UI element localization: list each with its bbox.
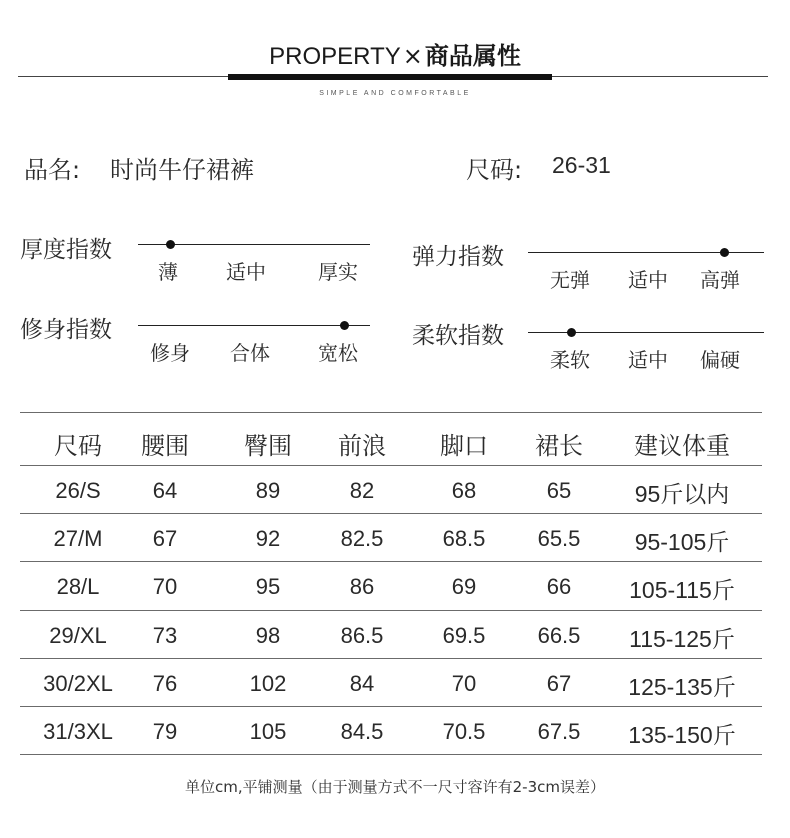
fit-option: 合体	[230, 341, 270, 365]
elasticity-index-marker	[720, 248, 729, 257]
table-cell-size: 29/XL	[49, 623, 107, 648]
table-cell-hem: 68	[451, 478, 477, 503]
column-header-hem: 脚口	[440, 432, 488, 460]
table-cell-length: 67	[546, 671, 572, 696]
table-divider	[20, 658, 762, 659]
table-cell-length: 66	[546, 574, 572, 599]
elasticity-option: 适中	[628, 268, 668, 292]
table-cell-hem: 69	[451, 574, 477, 599]
column-header-weight: 建议体重	[634, 432, 730, 460]
elasticity-option: 无弹	[550, 268, 590, 292]
table-cell-length: 67.5	[537, 719, 581, 744]
title-english: PROPERTY	[269, 43, 401, 70]
table-cell-weight: 105-115斤	[629, 577, 735, 603]
fit-index-scale	[138, 325, 370, 326]
table-cell-hip: 92	[255, 526, 281, 551]
table-cell-waist: 76	[152, 671, 178, 696]
table-cell-waist: 79	[152, 719, 178, 744]
table-cell-length: 65	[546, 478, 572, 503]
title-separator: ×	[402, 42, 423, 70]
table-cell-weight: 95斤以内	[634, 481, 730, 507]
softness-option: 偏硬	[700, 348, 740, 372]
size-range-label: 尺码:	[466, 156, 523, 184]
table-cell-hip: 95	[255, 574, 281, 599]
table-cell-rise: 86.5	[340, 623, 384, 648]
table-cell-hem: 69.5	[442, 623, 486, 648]
softness-index-scale	[528, 332, 764, 333]
table-cell-size: 31/3XL	[43, 719, 113, 744]
product-name-value: 时尚牛仔裙裤	[110, 156, 254, 184]
softness-option: 柔软	[550, 348, 590, 372]
table-cell-rise: 82.5	[340, 526, 384, 551]
measurement-note: 单位cm,平铺测量（由于测量方式不一尺寸容许有2-3cm误差）	[185, 778, 605, 796]
table-cell-waist: 70	[152, 574, 178, 599]
table-cell-weight: 115-125斤	[629, 626, 735, 652]
fit-index-marker	[340, 321, 349, 330]
table-cell-size: 26/S	[55, 478, 101, 503]
table-cell-size: 27/M	[53, 526, 103, 551]
page-title	[0, 36, 790, 71]
column-header-hip: 臀围	[244, 432, 292, 460]
fit-index-label: 修身指数	[20, 317, 112, 343]
table-cell-rise: 86	[349, 574, 375, 599]
table-divider	[20, 706, 762, 707]
column-header-waist: 腰围	[141, 432, 189, 460]
table-cell-waist: 73	[152, 623, 178, 648]
table-border-top	[20, 412, 762, 413]
table-cell-hem: 68.5	[442, 526, 486, 551]
softness-option: 适中	[628, 348, 668, 372]
column-header-size: 尺码	[54, 432, 102, 460]
thickness-option: 适中	[226, 260, 266, 284]
table-divider	[20, 561, 762, 562]
size-range-value: 26-31	[552, 152, 611, 178]
table-cell-rise: 84.5	[340, 719, 384, 744]
fit-option: 宽松	[318, 341, 358, 365]
column-header-rise: 前浪	[338, 432, 386, 460]
table-cell-rise: 84	[349, 671, 375, 696]
softness-index-label: 柔软指数	[412, 323, 504, 349]
table-cell-weight: 125-135斤	[628, 674, 736, 700]
table-cell-size: 30/2XL	[43, 671, 113, 696]
table-cell-length: 66.5	[537, 623, 581, 648]
elasticity-index-label: 弹力指数	[412, 244, 504, 270]
table-cell-rise: 82	[349, 478, 375, 503]
header-subtitle: SIMPLE AND COMFORTABLE	[319, 90, 471, 97]
softness-index-marker	[567, 328, 576, 337]
table-cell-hip: 98	[255, 623, 281, 648]
fit-option: 修身	[150, 341, 190, 365]
thickness-option: 薄	[158, 260, 178, 284]
title-chinese: 商品属性	[424, 42, 521, 70]
table-cell-length: 65.5	[537, 526, 581, 551]
table-cell-weight: 135-150斤	[628, 722, 736, 748]
table-divider	[20, 610, 762, 611]
product-name-label: 品名:	[24, 156, 81, 184]
table-cell-waist: 67	[152, 526, 178, 551]
table-border-bottom	[20, 754, 762, 755]
table-divider	[20, 465, 762, 466]
thickness-option: 厚实	[318, 260, 358, 284]
table-cell-waist: 64	[152, 478, 178, 503]
table-cell-hem: 70.5	[442, 719, 486, 744]
elasticity-option: 高弹	[700, 268, 740, 292]
table-cell-hip: 102	[249, 671, 287, 696]
table-cell-hip: 105	[249, 719, 287, 744]
header-accent-bar	[228, 74, 552, 80]
table-cell-hip: 89	[255, 478, 281, 503]
table-cell-hem: 70	[451, 671, 477, 696]
thickness-index-label: 厚度指数	[20, 237, 112, 263]
table-cell-weight: 95-105斤	[634, 529, 730, 555]
column-header-length: 裙长	[535, 432, 583, 460]
thickness-index-marker	[166, 240, 175, 249]
table-divider	[20, 513, 762, 514]
table-cell-size: 28/L	[56, 574, 100, 599]
